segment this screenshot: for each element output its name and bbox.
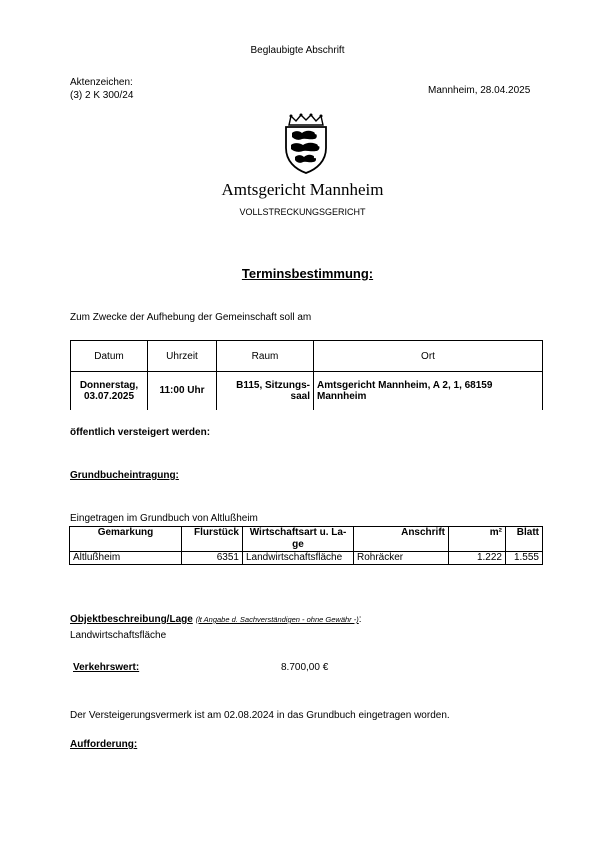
court-name: Amtsgericht Mannheim: [221, 180, 384, 199]
object-heading-line: [70, 614, 362, 625]
file-number: (3) 2 K 300/24: [70, 90, 134, 101]
appointment-table: [70, 340, 543, 410]
appointment-date: Donnerstag, 03.07.2025: [71, 372, 148, 410]
col-header-blatt: Blatt: [506, 527, 543, 552]
copy-note: Beglaubigte Abschrift: [250, 45, 345, 56]
col-header-date: Datum: [71, 341, 148, 372]
col-header-area: m²: [449, 527, 506, 552]
col-header-wirtschaftsart: Wirtschaftsart u. La- ge: [243, 527, 354, 552]
intro-text: Zum Zwecke der Aufhebung der Gemeinschaft soll am: [70, 312, 312, 323]
auction-text: öffentlich versteigert werden:: [70, 427, 211, 438]
col-header-room: Raum: [217, 341, 314, 372]
cell-wirtschaftsart: Landwirtschaftsfläche: [243, 552, 354, 565]
col-header-place: Ort: [314, 341, 543, 372]
table-row: [70, 552, 543, 565]
request-heading: Aufforderung:: [70, 739, 138, 750]
place-date: Mannheim, 28.04.2025: [428, 85, 531, 96]
appointment-place: Amtsgericht Mannheim, A 2, 1, 68159 Mannheim: [314, 372, 543, 410]
cell-area: 1.222: [449, 552, 506, 565]
cell-flurstueck: 6351: [182, 552, 243, 565]
appointment-room: B115, Sitzungs- saal: [217, 372, 314, 410]
cell-gemarkung: Altlußheim: [70, 552, 182, 565]
col-header-anschrift: Anschrift: [354, 527, 449, 552]
market-value-label: Verkehrswert:: [73, 662, 140, 673]
market-value-amount: 8.700,00 €: [281, 662, 329, 673]
appointment-time: 11:00 Uhr: [148, 372, 217, 410]
registration-note: Der Versteigerungsvermerk ist am 02.08.2024 in das Grundbuch eingetragen worden.: [70, 710, 450, 721]
col-header-time: Uhrzeit: [148, 341, 217, 372]
cell-blatt: 1.555: [506, 552, 543, 565]
land-register-table: [69, 526, 543, 565]
file-number-label: Aktenzeichen:: [70, 77, 133, 88]
land-register-heading: Grundbucheintragung:: [70, 470, 179, 481]
land-register-intro: Eingetragen im Grundbuch von Altlußheim: [70, 513, 258, 524]
col-header-gemarkung: Gemarkung: [70, 527, 182, 552]
col-header-flurstueck: Flurstück: [182, 527, 243, 552]
court-department: VOLLSTRECKUNGSGERICHT: [239, 207, 366, 217]
cell-anschrift: Rohräcker: [354, 552, 449, 565]
object-description: Landwirtschaftsfläche: [70, 630, 167, 641]
object-colon: :: [358, 614, 362, 625]
coat-of-arms-icon: [281, 112, 331, 174]
object-note: (lt Angabe d. Sachverständigen - ohne Gewähr -): [195, 615, 359, 624]
object-heading: Objektbeschreibung/Lage: [70, 614, 193, 625]
document-title: Terminsbestimmung:: [241, 266, 374, 281]
